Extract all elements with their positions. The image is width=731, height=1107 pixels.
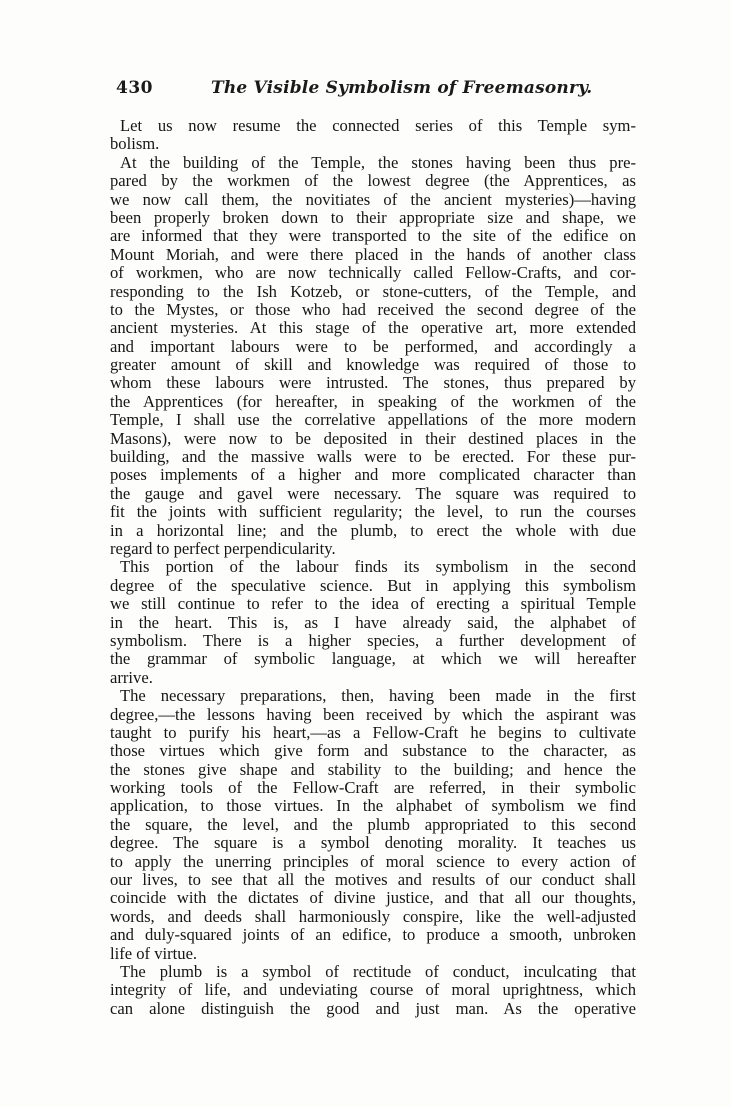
text-line: been properly broken down to their appropriate size and shape, we (110, 207, 636, 227)
text-line: fit the joints with sufficient regularity; the level, to run the courses (110, 502, 636, 522)
text-line: working tools of the Fellow-Craft are referred, in their symbolic (110, 778, 636, 798)
text-line: Let us now resume the connected series of this Temple sym- (120, 116, 636, 135)
text-line: words, and deeds shall harmoniously conspire, like the well-adjusted (110, 906, 636, 926)
text-line: coincide with the dictates of divine justice, and that all our thoughts, (110, 888, 636, 908)
text-line: Temple, I shall use the correlative appellations of the more modern (110, 410, 636, 430)
text-line: we now call them, the novitiates of the ancient mysteries)—having (110, 189, 636, 209)
text-line: the gauge and gavel were necessary. The square was required to (110, 483, 636, 503)
running-title: The Visible Symbolism of Freemasonry. (211, 78, 593, 98)
text-line: poses implements of a higher and more complicated character than (110, 465, 636, 485)
text-line: in a horizontal line; and the plumb, to erect the whole with due (110, 520, 636, 540)
text-line: This portion of the labour finds its symbolism in the second (120, 557, 636, 577)
text-line: can alone distinguish the good and just man. As the operative (110, 998, 636, 1018)
text-line: to apply the unerring principles of moral science to every action of (110, 851, 636, 871)
text-line: responding to the Ish Kotzeb, or stone-cutters, of the Temple, and (110, 281, 636, 301)
text-line: life of virtue. (110, 943, 198, 963)
text-line: regard to perfect perpendicularity. (110, 538, 336, 558)
text-line: At the building of the Temple, the stones having been thus pre- (120, 152, 636, 172)
page-header (116, 78, 636, 104)
text-line: the grammar of symbolic language, at which we will hereafter (110, 649, 636, 669)
text-line: pared by the workmen of the lowest degree (the Apprentices, as (110, 171, 636, 191)
text-line: those virtues which give form and substance to the character, as (110, 741, 636, 761)
text-line: the Apprentices (for hereafter, in speaking of the workmen of the (110, 391, 636, 411)
text-line: we still continue to refer to the idea of erecting a spiritual Temple (110, 594, 636, 614)
text-line: ancient mysteries. At this stage of the operative art, more extended (110, 318, 636, 338)
text-line: our lives, to see that all the motives and results of our conduct shall (110, 870, 636, 890)
text-line: degree. The square is a symbol denoting morality. It teaches us (110, 833, 636, 853)
text-line: Masons), were now to be deposited in their destined places in the (110, 428, 636, 448)
text-line: and duly-squared joints of an edifice, to produce a smooth, unbroken (110, 925, 636, 945)
text-line: the stones give shape and stability to the building; and hence the (110, 759, 636, 779)
text-line: and important labours were to be performed, and accordingly a (110, 336, 636, 356)
text-line: degree,—the lessons having been received by which the aspirant was (110, 704, 636, 724)
text-line: the square, the level, and the plumb appropriated to this second (110, 814, 636, 834)
page-number: 430 (116, 78, 153, 98)
text-line: whom these labours were intrusted. The stones, thus prepared by (110, 373, 636, 393)
text-line: greater amount of skill and knowledge was required of those to (110, 355, 636, 375)
text-line: Mount Moriah, and were there placed in the hands of another class (110, 244, 636, 264)
text-line: application, to those virtues. In the alphabet of symbolism we find (110, 796, 636, 816)
text-line: symbolism. There is a higher species, a further development of (110, 630, 636, 650)
text-line: building, and the massive walls were to be erected. For these pur- (110, 447, 636, 467)
text-line: to the Mystes, or those who had received the second degree of the (110, 299, 636, 319)
text-line: bolism. (110, 134, 160, 154)
text-line: are informed that they were transported to the site of the edifice on (110, 226, 636, 246)
text-line: integrity of life, and undeviating course of moral uprightness, which (110, 980, 636, 1000)
body-text (110, 117, 636, 1018)
text-line: arrive. (110, 667, 153, 687)
text-line: The necessary preparations, then, having been made in the first (120, 686, 636, 706)
text-line: degree of the speculative science. But in applying this symbolism (110, 575, 636, 595)
text-line: in the heart. This is, as I have already said, the alphabet of (110, 612, 636, 632)
text-line: taught to purify his heart,—as a Fellow-Craft he begins to cultivate (110, 722, 636, 742)
text-line: of workmen, who are now technically called Fellow-Crafts, and cor- (110, 263, 636, 283)
text-line: The plumb is a symbol of rectitude of conduct, inculcating that (120, 961, 636, 981)
